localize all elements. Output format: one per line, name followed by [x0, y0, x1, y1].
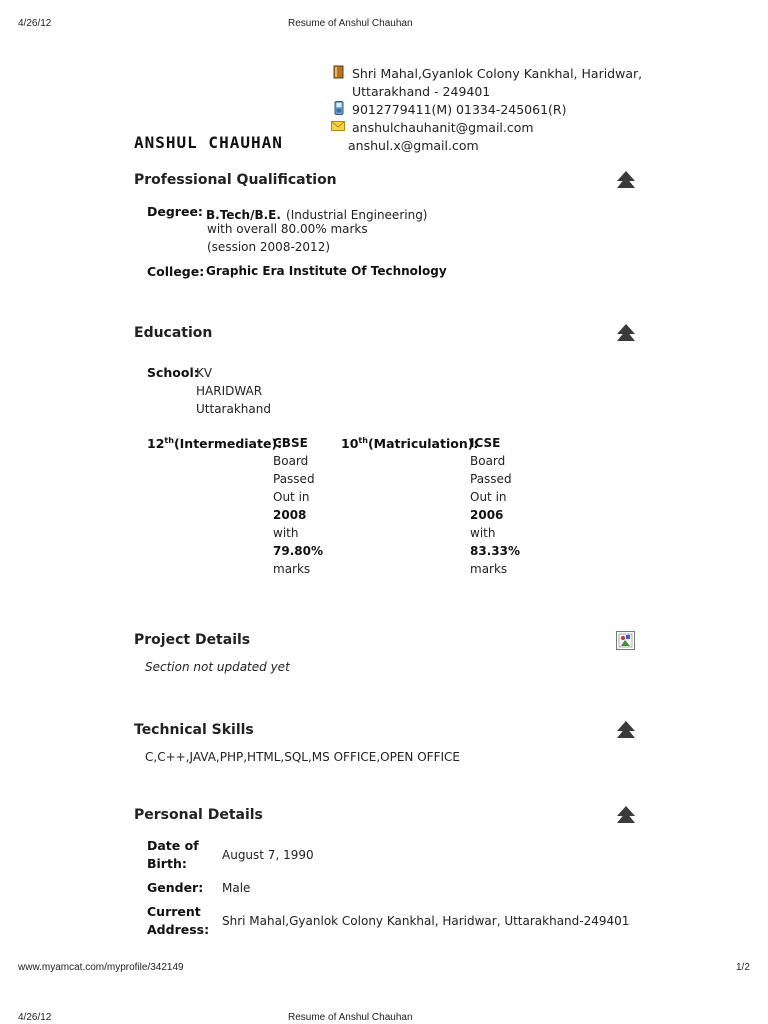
- twelfth-line: Passed: [273, 472, 315, 486]
- up-arrow-icon[interactable]: [615, 322, 637, 344]
- twelfth-board: CBSE: [273, 436, 308, 450]
- address-line-1: Shri Mahal,Gyanlok Colony Kankhal, Haridwar,: [352, 66, 643, 81]
- footer-page-number: 1/2: [736, 962, 750, 973]
- section-title-education: Education: [134, 325, 213, 341]
- address-line-2: Uttarakhand - 249401: [352, 84, 491, 99]
- dob-label-line-2: Birth:: [147, 856, 187, 871]
- up-arrow-icon[interactable]: [615, 719, 637, 741]
- degree-value: B.Tech/B.E.: [206, 208, 281, 222]
- tenth-line: Passed: [470, 472, 512, 486]
- address-label-line-2: Address:: [147, 922, 210, 937]
- college-value: Graphic Era Institute Of Technology: [206, 264, 447, 278]
- tenth-number: 10: [341, 436, 359, 452]
- tenth-year: 2006: [470, 508, 504, 522]
- email-secondary[interactable]: anshul.x@gmail.com: [348, 138, 479, 153]
- degree-session: (session 2008-2012): [207, 240, 331, 254]
- college-label: College:: [147, 264, 205, 279]
- broken-image-icon[interactable]: [616, 631, 635, 650]
- twelfth-suffix: th: [164, 436, 174, 445]
- header-date: 4/26/12: [18, 18, 52, 29]
- school-line: KV: [196, 366, 213, 380]
- project-details-note: Section not updated yet: [145, 660, 290, 674]
- book-icon: [332, 65, 346, 79]
- tenth-label: [341, 436, 478, 451]
- degree-marks: with overall 80.00% marks: [207, 222, 368, 236]
- tenth-line: Out in: [470, 490, 507, 504]
- tenth-percent: 83.33%: [470, 544, 520, 558]
- twelfth-percent: 79.80%: [273, 544, 323, 558]
- next-header-title: Resume of Anshul Chauhan: [288, 1012, 413, 1023]
- twelfth-line: Out in: [273, 490, 310, 504]
- twelfth-level: (Intermediate):: [173, 436, 283, 452]
- candidate-name: ANSHUL CHAUHAN: [134, 133, 283, 152]
- tenth-level: (Matriculation):: [367, 436, 479, 452]
- school-line: Uttarakhand: [196, 402, 271, 416]
- current-address-value: Shri Mahal,Gyanlok Colony Kankhal, Haridwar, Uttarakhand-249401: [222, 914, 630, 928]
- twelfth-label: [147, 436, 282, 451]
- degree-branch: (Industrial Engineering): [286, 208, 428, 222]
- school-label: School:: [147, 365, 199, 380]
- dob-value: August 7, 1990: [222, 848, 314, 862]
- email-primary[interactable]: anshulchauhanit@gmail.com: [352, 120, 534, 135]
- tenth-suffix: th: [358, 436, 368, 445]
- twelfth-line: Board: [273, 454, 309, 468]
- tenth-line: Board: [470, 454, 506, 468]
- section-title-professional-qualification: Professional Qualification: [134, 172, 337, 188]
- envelope-icon: [331, 119, 345, 133]
- degree-label: Degree:: [147, 204, 203, 219]
- twelfth-with: with: [273, 526, 299, 540]
- twelfth-year: 2008: [273, 508, 307, 522]
- tenth-marks: marks: [470, 562, 508, 576]
- section-title-technical-skills: Technical Skills: [134, 722, 254, 738]
- technical-skills-list: C,C++,JAVA,PHP,HTML,SQL,MS OFFICE,OPEN OFFICE: [145, 750, 460, 764]
- next-header-date: 4/26/12: [18, 1012, 52, 1023]
- up-arrow-icon[interactable]: [615, 169, 637, 191]
- mobile-phone-icon: [332, 101, 346, 115]
- section-title-personal-details: Personal Details: [134, 807, 263, 823]
- phone-numbers: 9012779411(M) 01334-245061(R): [352, 102, 567, 117]
- tenth-with: with: [470, 526, 496, 540]
- up-arrow-icon[interactable]: [615, 804, 637, 826]
- twelfth-number: 12: [147, 436, 165, 452]
- gender-label: Gender:: [147, 880, 204, 895]
- address-label-line-1: Current: [147, 904, 201, 919]
- dob-label-line-1: Date of: [147, 838, 199, 853]
- school-line: HARIDWAR: [196, 384, 263, 398]
- gender-value: Male: [222, 881, 251, 895]
- tenth-board: ICSE: [470, 436, 501, 450]
- section-title-project-details: Project Details: [134, 632, 251, 648]
- footer-url[interactable]: www.myamcat.com/myprofile/342149: [18, 962, 184, 973]
- twelfth-marks: marks: [273, 562, 311, 576]
- header-title: Resume of Anshul Chauhan: [288, 18, 413, 29]
